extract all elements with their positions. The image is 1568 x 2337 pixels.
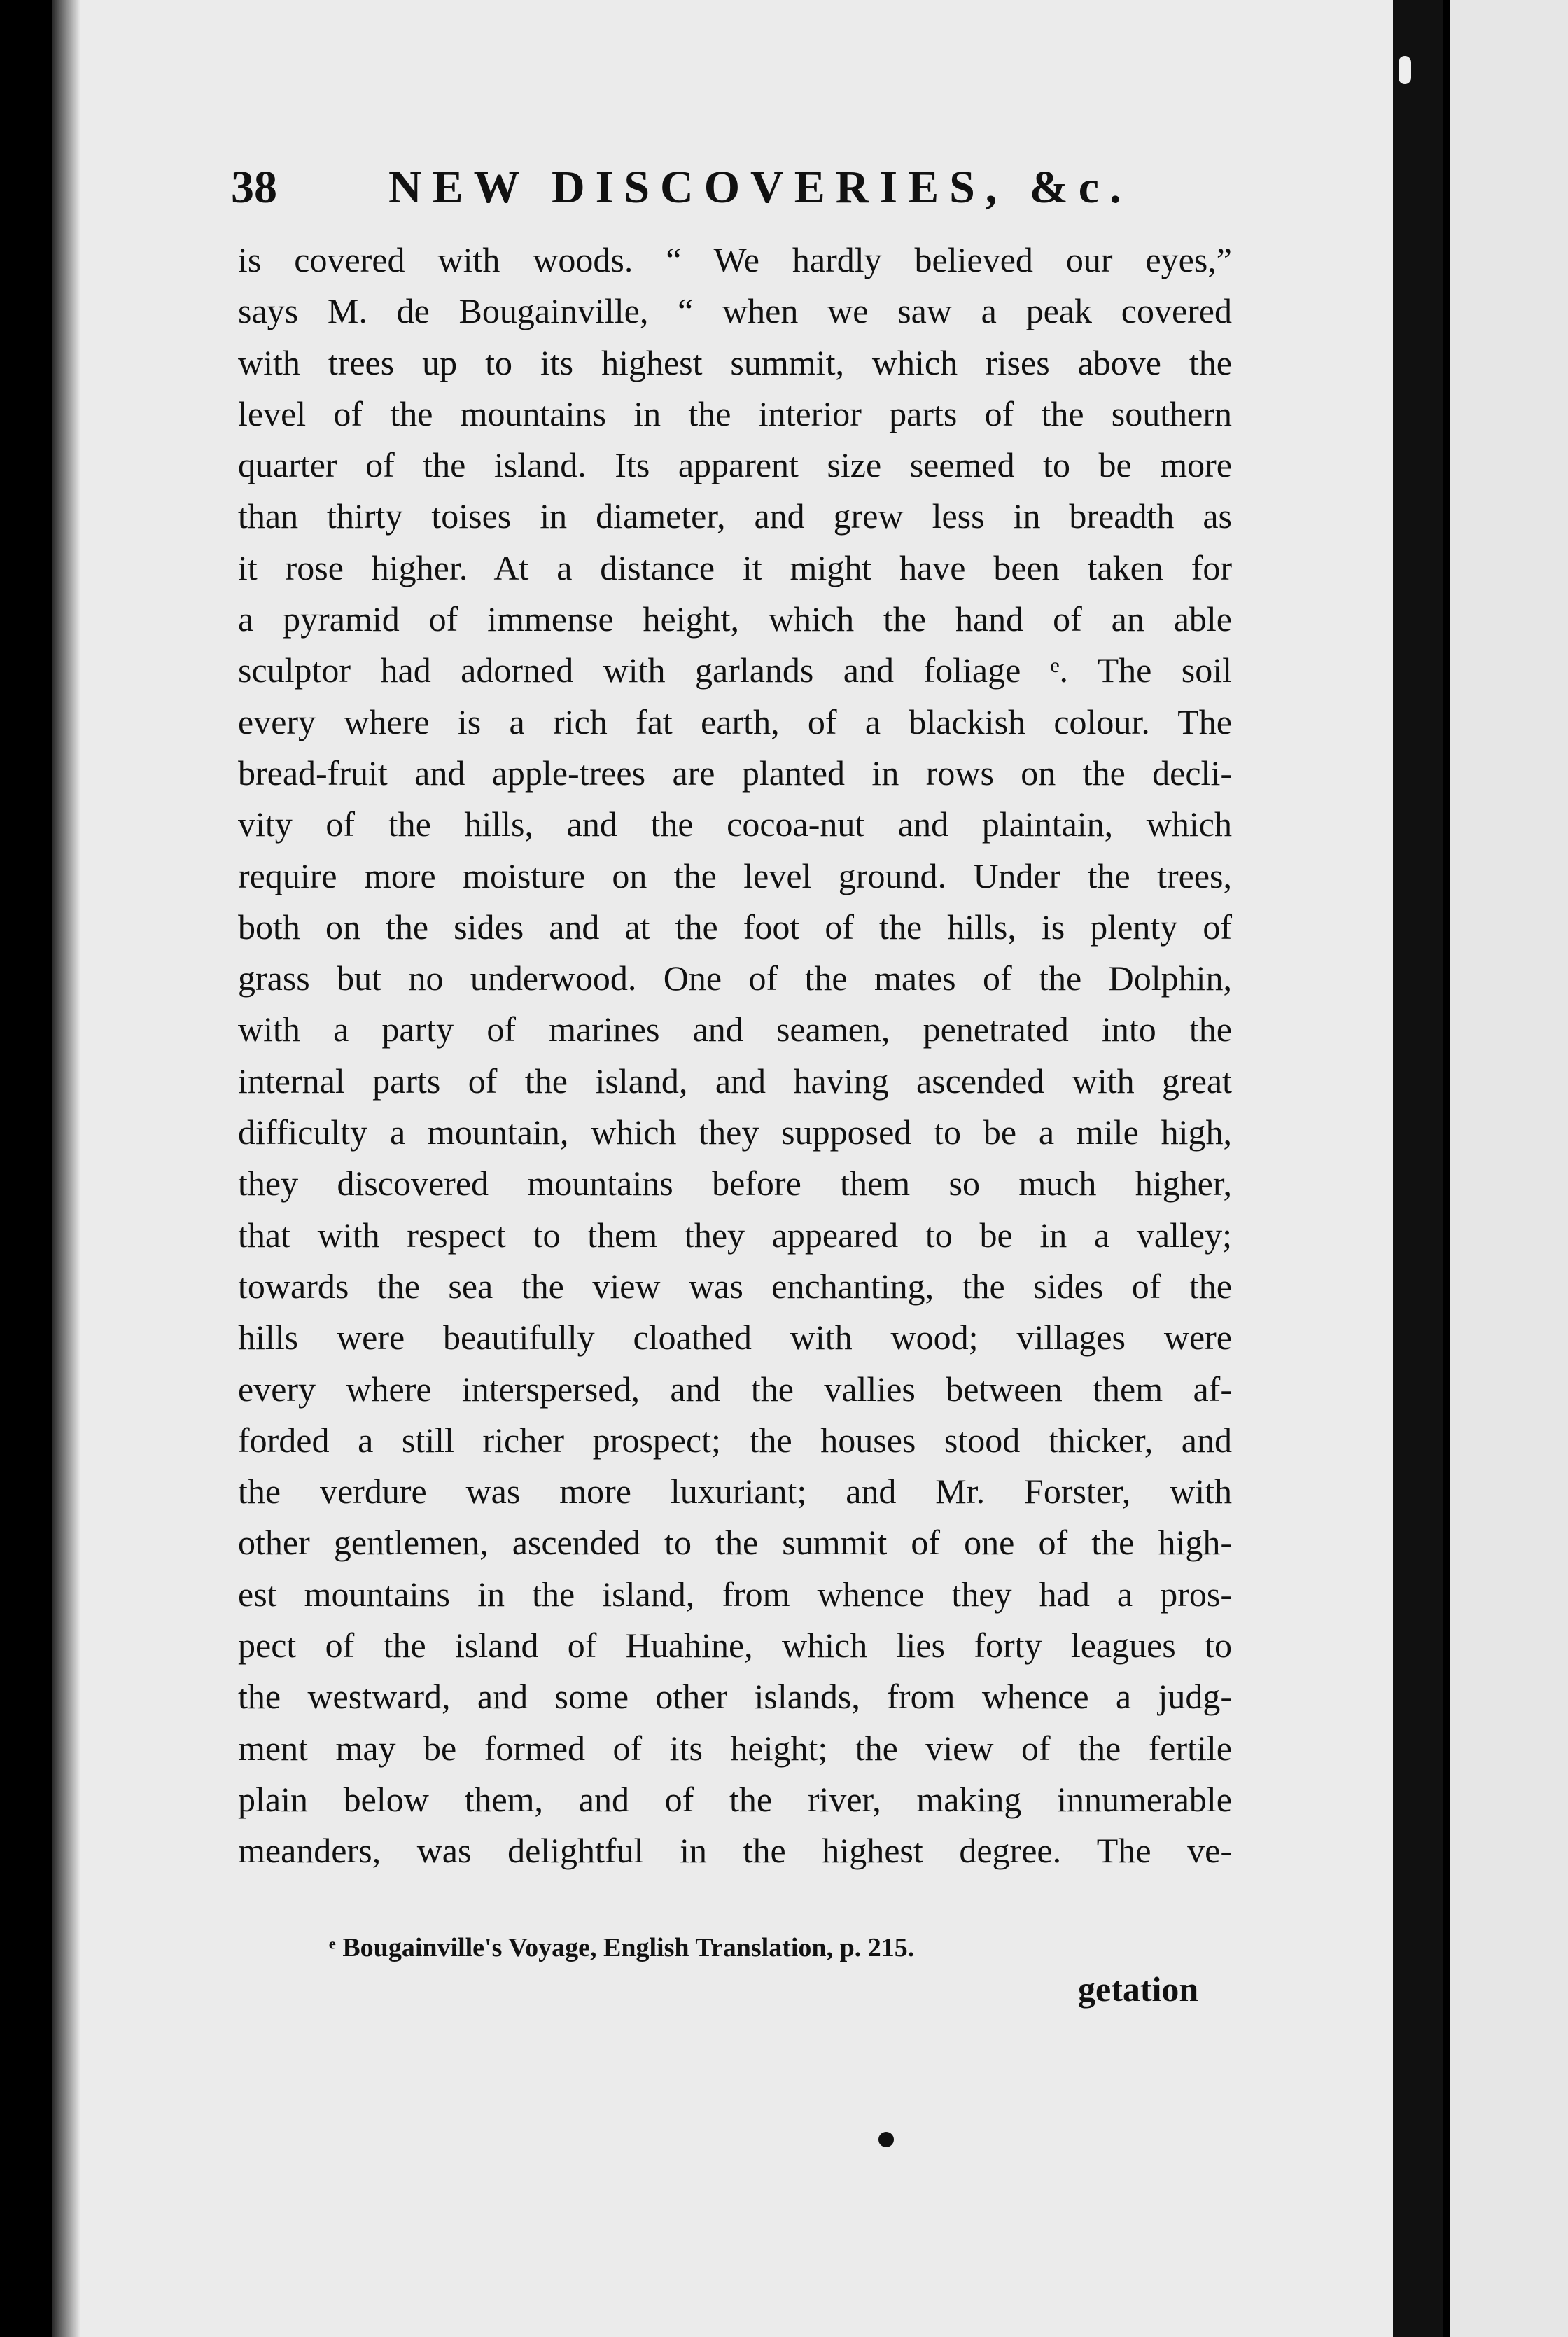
- running-title: NEW DISCOVERIES, &c.: [388, 162, 1132, 213]
- text-line: the verdure was more luxuriant; and Mr. Forster, with: [238, 1472, 1232, 1512]
- text-line: other gentlemen, ascended to the summit of one of the high-: [238, 1523, 1232, 1563]
- text-line: level of the mountains in the interior parts of the southern: [238, 393, 1232, 433]
- page-number: 38: [231, 162, 277, 213]
- text-line: a pyramid of immense height, which the hand of an able: [238, 599, 1232, 639]
- text-line: ment may be formed of its height; the view of the fertile: [238, 1728, 1232, 1768]
- text-line: meanders, was delightful in the highest degree. The ve-: [238, 1831, 1232, 1871]
- text-line: with trees up to its highest summit, which rises above the: [238, 342, 1232, 382]
- text-line: hills were beautifully cloathed with wood; villages were: [238, 1318, 1232, 1358]
- text-line: both on the sides and at the foot of the hills, is plenty of: [238, 907, 1232, 947]
- page-header: [231, 161, 1190, 224]
- text-line: with a party of marines and seamen, penetrated into the: [238, 1010, 1232, 1049]
- text-line: require more moisture on the level ground. Under the trees,: [238, 856, 1232, 895]
- text-line: it rose higher. At a distance it might have been taken for: [238, 547, 1232, 587]
- facing-page-edge: [1443, 0, 1568, 2337]
- text-line: est mountains in the island, from whence they had a pros-: [238, 1574, 1232, 1614]
- page-edge-shadow: [52, 0, 80, 2337]
- text-line: quarter of the island. Its apparent size seemed to be more: [238, 445, 1232, 485]
- text-line: plain below them, and of the river, making innumerable: [238, 1779, 1232, 1819]
- text-line: pect of the island of Huahine, which lies forty leagues to: [238, 1626, 1232, 1666]
- text-line: every where interspersed, and the vallies between them af-: [238, 1369, 1232, 1409]
- body-text: [238, 235, 1232, 1877]
- text-line: grass but no underwood. One of the mates of the Dolphin,: [238, 958, 1232, 998]
- spine-mark: [1399, 56, 1411, 84]
- text-line: is covered with woods. “ We hardly believed our eyes,”: [238, 240, 1232, 279]
- text-line: they discovered mountains before them so much higher,: [238, 1164, 1232, 1204]
- text-line: forded a still richer prospect; the houses stood thicker, and: [238, 1420, 1232, 1460]
- text-line: says M. de Bougainville, “ when we saw a peak covered: [238, 291, 1232, 331]
- text-line: internal parts of the island, and having ascended with great: [238, 1061, 1232, 1101]
- text-line: than thirty toises in diameter, and grew less in breadth as: [238, 496, 1232, 536]
- text-line: that with respect to them they appeared to be in a valley;: [238, 1215, 1232, 1255]
- text-line: the westward, and some other islands, from whence a judg-: [238, 1677, 1232, 1717]
- catchword: getation: [1078, 1969, 1199, 2009]
- text-line: bread-fruit and apple-trees are planted in rows on the decli-: [238, 753, 1232, 793]
- text-line: difficulty a mountain, which they supposed to be a mile high,: [238, 1112, 1232, 1152]
- text-line: sculptor had adorned with garlands and foliage ᵉ. The soil: [238, 650, 1232, 690]
- footnote: ᵉ Bougainville's Voyage, English Translation, p. 215.: [329, 1933, 915, 1962]
- text-line: towards the sea the view was enchanting, the sides of the: [238, 1266, 1232, 1306]
- ink-dot: [878, 2132, 894, 2147]
- book-spine: [1393, 0, 1443, 2337]
- text-line: every where is a rich fat earth, of a blackish colour. The: [238, 702, 1232, 741]
- text-line: vity of the hills, and the cocoa-nut and plaintain, which: [238, 804, 1232, 844]
- facing-page-border: [1443, 0, 1450, 2337]
